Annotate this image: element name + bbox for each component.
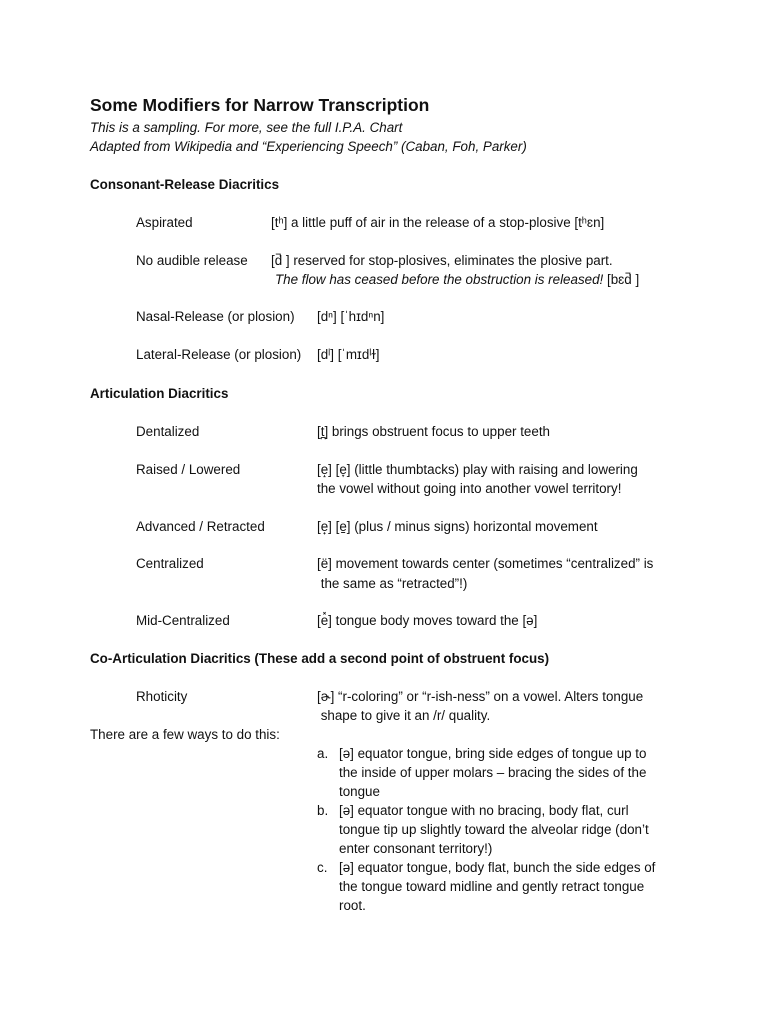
list-item-b-line3: enter consonant territory!) [339, 841, 493, 856]
ways-intro: There are a few ways to do this: [90, 727, 280, 742]
term-raised-lowered: Raised / Lowered [136, 462, 241, 477]
desc-aspirated: [tʰ] a little puff of air in the release of a stop-plosive [tʰɛn] [271, 215, 605, 230]
list-item-c-line1: [ə] equator tongue, body flat, bunch the side edges of [339, 860, 656, 875]
term-mid-centralized: Mid-Centralized [136, 613, 230, 628]
list-item-c-line3: root. [339, 898, 366, 913]
term-aspirated: Aspirated [136, 215, 193, 230]
desc-rhoticity-line2: shape to give it an /r/ quality. [317, 708, 491, 723]
desc-lateral-release: [dˡ] [ˈmɪdˡɫ] [317, 347, 380, 362]
list-letter-b: b. [317, 803, 329, 818]
desc-raised-lowered-line2: the vowel without going into another vowel territory! [317, 481, 622, 496]
list-item-b-line2: tongue tip up slightly toward the alveolar ridge (don’t [339, 822, 649, 837]
section-heading-consonant-release: Consonant-Release Diacritics [90, 177, 280, 192]
term-lateral-release: Lateral-Release (or plosion) [136, 347, 302, 362]
desc-dentalized: [t̪] brings obstruent focus to upper teeth [317, 424, 550, 439]
section-heading-articulation: Articulation Diacritics [90, 386, 229, 401]
desc-centralized-line1: [ë] movement towards center (sometimes “centralized” is [317, 556, 654, 571]
desc-no-audible-release: [d̚ ] reserved for stop-plosives, eliminates the plosive part. [271, 253, 613, 268]
list-item-c-line2: the tongue toward midline and gently retract tongue [339, 879, 645, 894]
note-no-audible-release [275, 272, 639, 287]
subtitle-sampling: This is a sampling. For more, see the full I.P.A. Chart [90, 120, 403, 135]
term-advanced-retracted: Advanced / Retracted [136, 519, 265, 534]
page-title: Some Modifiers for Narrow Transcription [90, 95, 430, 115]
term-rhoticity: Rhoticity [136, 689, 188, 704]
list-letter-a: a. [317, 746, 329, 761]
term-dentalized: Dentalized [136, 424, 200, 439]
list-item-b-line1: [ə] equator tongue with no bracing, body flat, curl [339, 803, 629, 818]
list-item-a-line1: [ə] equator tongue, bring side edges of tongue up to [339, 746, 647, 761]
term-no-audible-release: No audible release [136, 253, 248, 268]
desc-mid-centralized: [e̽] tongue body moves toward the [ə] [317, 613, 538, 628]
subtitle-source: Adapted from Wikipedia and “Experiencing Speech” (Caban, Foh, Parker) [90, 139, 527, 154]
section-heading-co-articulation: Co-Articulation Diacritics (These add a second point of obstruent focus) [90, 651, 550, 666]
note-example: [bɛd̚ ] [603, 272, 640, 287]
note-italic: The flow has ceased before the obstruction is released! [275, 272, 604, 287]
desc-centralized-line2: the same as “retracted”!) [317, 576, 468, 591]
desc-advanced-retracted: [e̟] [e̠] (plus / minus signs) horizontal movement [317, 519, 598, 534]
term-centralized: Centralized [136, 556, 204, 571]
list-letter-c: c. [317, 860, 328, 875]
term-nasal-release: Nasal-Release (or plosion) [136, 309, 295, 324]
list-item-a-line3: tongue [339, 784, 380, 799]
desc-nasal-release: [dⁿ] [ˈhɪdⁿn] [317, 309, 385, 324]
desc-raised-lowered-line1: [e̝] [e̞] (little thumbtacks) play with raising and lowering [317, 462, 638, 477]
desc-rhoticity-line1: [ɚ] “r-coloring” or “r-ish-ness” on a vowel. Alters tongue [317, 689, 644, 704]
list-item-a-line2: the inside of upper molars – bracing the sides of the [339, 765, 647, 780]
